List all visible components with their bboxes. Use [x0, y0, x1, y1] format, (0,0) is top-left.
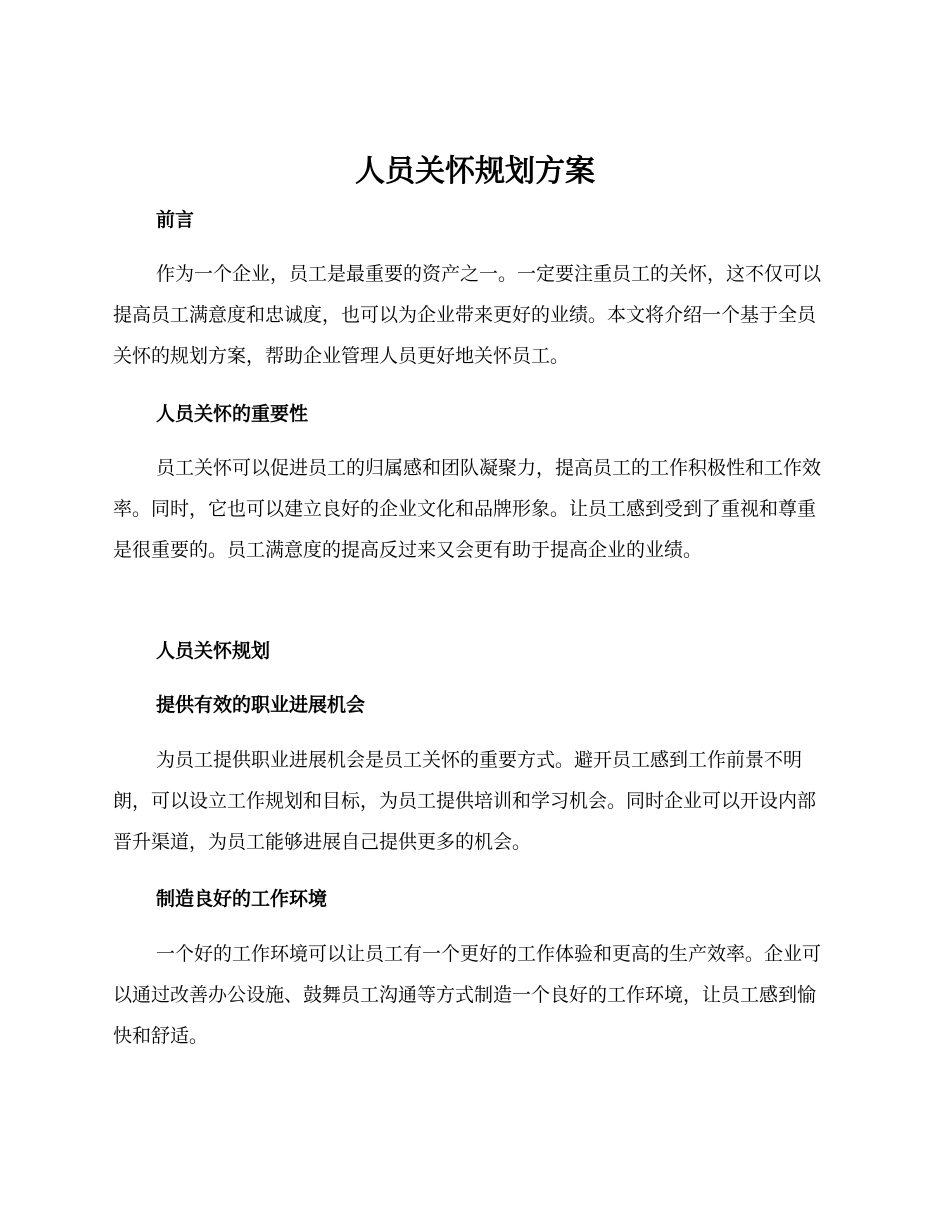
section-heading-importance: 人员关怀的重要性: [156, 403, 309, 425]
section-heading-planning: 人员关怀规划: [156, 640, 271, 662]
section-heading-preface: 前言: [156, 209, 195, 231]
section-paragraph-career: 为员工提供职业进展机会是员工关怀的重要方式。避开员工感到工作前景不明朗，可以设立工作规划和目标，为员工提供培训和学习机会。同时企业可以开设内部晋升渠道，为员工能够进展自己提供更多的机会。: [113, 749, 817, 853]
section-paragraph-preface: 作为一个企业，员工是最重要的资产之一。一定要注重员工的关怀，这不仅可以提高员工满意度和忠诚度，也可以为企业带来更好的业绩。本文将介绍一个基于全员关怀的规划方案，帮助企业管理人员更好地关怀员工。: [113, 263, 822, 367]
document-title: 人员关怀规划方案: [355, 154, 595, 189]
section-paragraph-environment: 一个好的工作环境可以让员工有一个更好的工作体验和更高的生产效率。企业可以通过改善办公设施、鼓舞员工沟通等方式制造一个良好的工作环境，让员工感到愉快和舒适。: [113, 943, 822, 1047]
section-heading-environment: 制造良好的工作环境: [156, 888, 328, 910]
section-heading-career: 提供有效的职业进展机会: [156, 694, 366, 716]
section-paragraph-importance: 员工关怀可以促进员工的归属感和团队凝聚力，提高员工的工作积极性和工作效率。同时，它也可以建立良好的企业文化和品牌形象。让员工感到受到了重视和尊重是很重要的。员工满意度的提高反过来又会更有助于提高企业的业绩。: [113, 457, 822, 561]
